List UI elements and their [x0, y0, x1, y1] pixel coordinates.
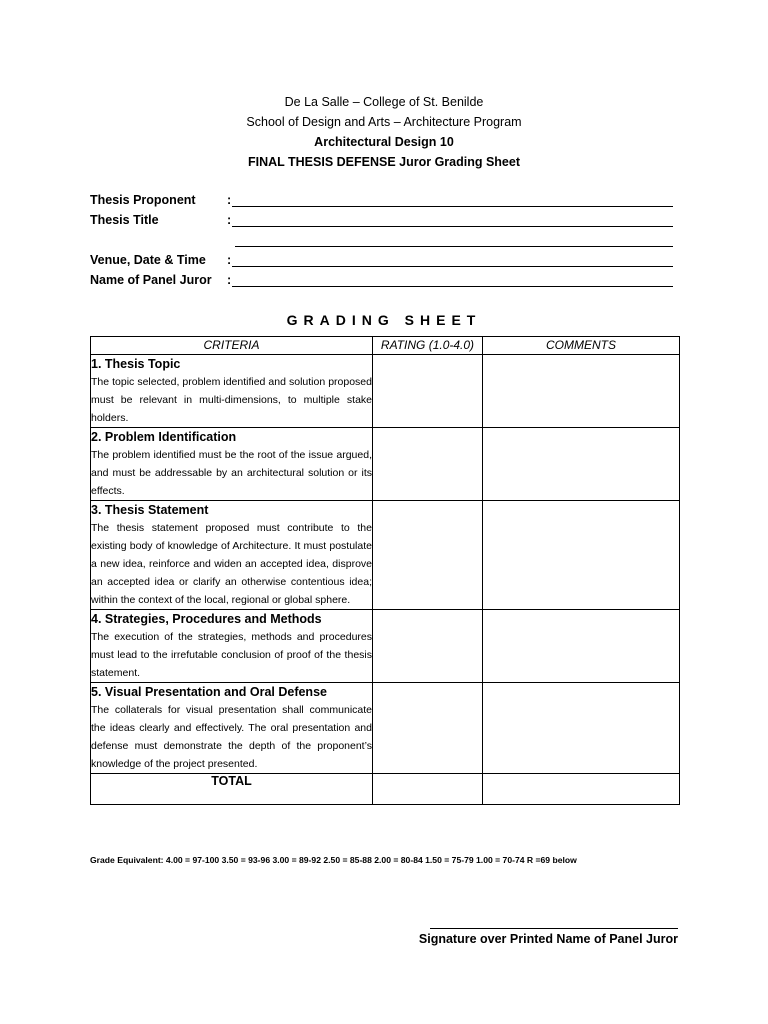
comments-cell[interactable] — [483, 428, 680, 501]
table-row — [91, 610, 680, 683]
total-label: TOTAL — [91, 774, 373, 805]
field-thesis-proponent — [90, 192, 680, 212]
fill-line[interactable] — [232, 266, 673, 267]
column-header-comments: COMMENTS — [483, 337, 680, 355]
table-row — [91, 428, 680, 501]
fill-line[interactable] — [235, 246, 673, 247]
criteria-cell — [91, 610, 373, 683]
grading-sheet-title: GRADING SHEET — [286, 312, 482, 328]
criteria-title: 2. Problem Identification — [91, 430, 237, 444]
grading-table — [90, 336, 680, 805]
column-header-criteria: CRITERIA — [91, 337, 373, 355]
criteria-title: 3. Thesis Statement — [91, 503, 209, 517]
info-fields — [90, 192, 680, 292]
table-header-row — [91, 337, 680, 355]
criteria-title: 1. Thesis Topic — [91, 357, 181, 371]
grade-equivalent-note: Grade Equivalent: 4.00 = 97-100 3.50 = 93-96 3.00 = 89-92 2.50 = 85-88 2.00 = 80-84 1.50 = 75-79 1.00 = 70-74 R =69 below — [90, 855, 577, 865]
field-label: Venue, Date & Time — [90, 253, 206, 267]
field-venue-date-time — [90, 252, 680, 272]
document-header — [0, 92, 768, 172]
field-colon: : — [227, 193, 232, 207]
fill-line[interactable] — [232, 286, 673, 287]
fill-line[interactable] — [232, 226, 673, 227]
field-label: Name of Panel Juror — [90, 273, 212, 287]
table-row — [91, 501, 680, 610]
course-name: Architectural Design 10 — [314, 135, 454, 149]
field-thesis-title-continuation — [90, 232, 680, 252]
criteria-description: The collaterals for visual presentation shall communicate the ideas clearly and effectively. The oral presentation and defense must demonstrate the depth of the proponent’s knowledge of the project presented. — [91, 704, 372, 770]
total-comments-cell[interactable] — [483, 774, 680, 805]
field-colon: : — [227, 273, 232, 287]
total-row — [91, 774, 680, 805]
criteria-cell — [91, 428, 373, 501]
table-row — [91, 683, 680, 774]
criteria-description: The execution of the strategies, methods and procedures must lead to the irrefutable conclusion of proof of the thesis statement. — [91, 631, 372, 679]
school-program: School of Design and Arts – Architecture Program — [246, 115, 522, 129]
criteria-cell — [91, 355, 373, 428]
table-row — [91, 355, 680, 428]
comments-cell[interactable] — [483, 501, 680, 610]
criteria-title: 5. Visual Presentation and Oral Defense — [91, 685, 327, 699]
comments-cell[interactable] — [483, 610, 680, 683]
criteria-cell — [91, 683, 373, 774]
field-thesis-title — [90, 212, 680, 232]
form-title: FINAL THESIS DEFENSE Juror Grading Sheet — [247, 155, 521, 169]
rating-cell[interactable] — [373, 610, 483, 683]
field-label: Thesis Proponent — [90, 193, 196, 207]
criteria-title: 4. Strategies, Procedures and Methods — [91, 612, 322, 626]
criteria-description: The problem identified must be the root of the issue argued, and must be addressable by an architectural solution or its effects. — [91, 449, 372, 497]
column-header-rating: RATING (1.0-4.0) — [373, 337, 483, 355]
total-rating-cell[interactable] — [373, 774, 483, 805]
field-colon: : — [227, 213, 232, 227]
criteria-description: The topic selected, problem identified and solution proposed must be relevant in multi-dimensions, to multiple stake holders. — [91, 376, 372, 424]
signature-label: Signature over Printed Name of Panel Juror — [418, 932, 678, 946]
criteria-description: The thesis statement proposed must contribute to the existing body of knowledge of Architecture. It must postulate a new idea, reinforce and widen an accepted idea, disprove an accepted idea or clarify an otherwise contentious idea; within the context of the local, regional or global sphere. — [91, 522, 372, 606]
fill-line[interactable] — [232, 206, 673, 207]
rating-cell[interactable] — [373, 683, 483, 774]
rating-cell[interactable] — [373, 428, 483, 501]
signature-line[interactable] — [430, 928, 678, 929]
institution-name: De La Salle – College of St. Benilde — [284, 95, 484, 109]
comments-cell[interactable] — [483, 355, 680, 428]
rating-cell[interactable] — [373, 355, 483, 428]
comments-cell[interactable] — [483, 683, 680, 774]
field-panel-juror — [90, 272, 680, 292]
criteria-cell — [91, 501, 373, 610]
field-label: Thesis Title — [90, 213, 159, 227]
rating-cell[interactable] — [373, 501, 483, 610]
field-colon: : — [227, 253, 232, 267]
